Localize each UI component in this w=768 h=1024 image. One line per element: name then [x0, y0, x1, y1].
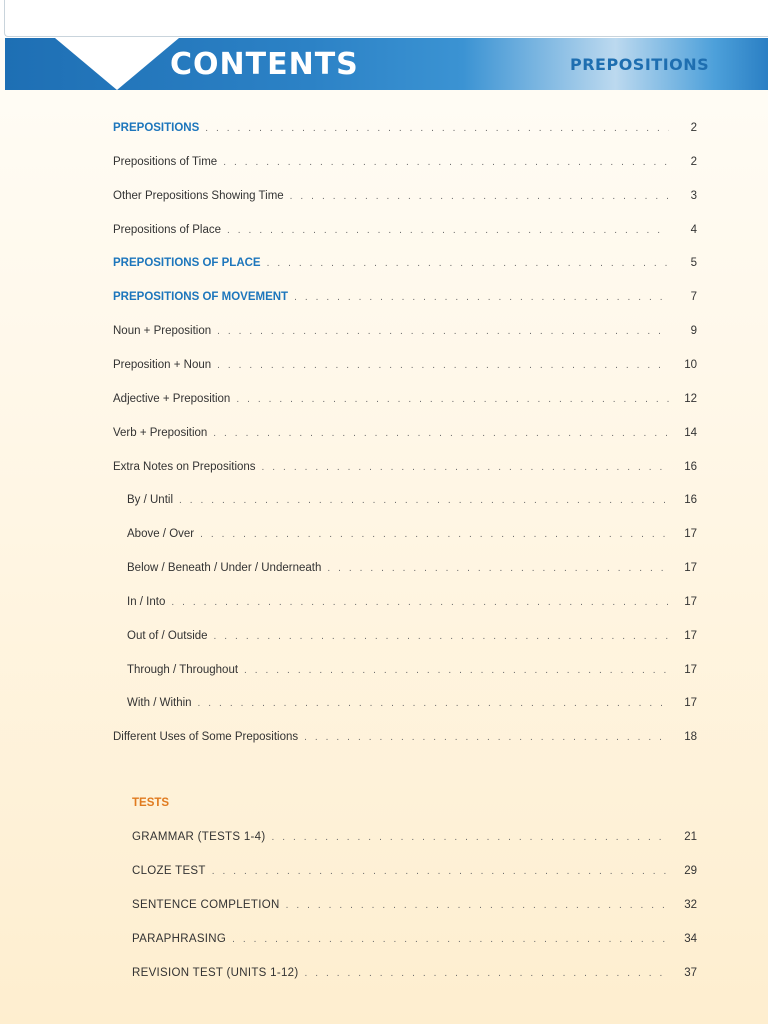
- dot-leader: [267, 254, 669, 274]
- toc-entry-label: Above / Over: [127, 528, 195, 541]
- toc-entry-label: By / Until: [127, 494, 174, 507]
- toc-entry-page: 29: [684, 864, 697, 877]
- toc-entry[interactable]: [113, 118, 697, 138]
- toc-entry[interactable]: [132, 827, 697, 847]
- dot-leader: [217, 322, 669, 342]
- toc-entry-page: 17: [684, 697, 697, 710]
- toc-entry-page: 17: [684, 629, 697, 642]
- dot-leader: [327, 559, 669, 579]
- dot-leader: [200, 525, 669, 545]
- toc-entry-page: 2: [690, 155, 697, 168]
- toc-entry[interactable]: [113, 457, 697, 477]
- toc-entry-page: 32: [684, 898, 697, 911]
- dot-leader: [272, 828, 670, 848]
- toc-entry-label: Prepositions of Place: [113, 223, 222, 236]
- dot-leader: [179, 491, 669, 511]
- toc-entry-page: 17: [684, 595, 697, 608]
- toc-entry[interactable]: [113, 287, 697, 307]
- dot-leader: [171, 593, 669, 613]
- dot-leader: [213, 424, 669, 444]
- dot-leader: [217, 356, 669, 376]
- tests-heading: TESTS: [132, 797, 170, 809]
- toc-entry[interactable]: [113, 152, 697, 172]
- toc-entry-label: Other Prepositions Showing Time: [113, 189, 284, 202]
- toc-entry[interactable]: [127, 626, 697, 646]
- dot-leader: [212, 862, 669, 882]
- toc-entry-page: 37: [684, 966, 697, 979]
- dot-leader: [227, 221, 669, 241]
- toc-entry[interactable]: [127, 693, 697, 713]
- toc-entry-page: 7: [690, 291, 697, 304]
- toc-entry-label: GRAMMAR (TESTS 1-4): [132, 831, 266, 843]
- toc-entry-page: 14: [684, 426, 697, 439]
- header-banner: [5, 38, 768, 90]
- toc-entry-label: Below / Beneath / Under / Underneath: [127, 562, 322, 575]
- page-edge: [4, 0, 768, 37]
- toc-entry-label: Through / Throughout: [127, 663, 239, 676]
- toc-entry[interactable]: [127, 524, 697, 544]
- toc-entry[interactable]: [113, 355, 697, 375]
- toc-entry-page: 12: [684, 392, 697, 405]
- toc-entry-page: 17: [684, 528, 697, 541]
- toc-entry-label: REVISION TEST (UNITS 1-12): [132, 966, 299, 979]
- toc-entry[interactable]: [113, 220, 697, 240]
- toc-entry[interactable]: [113, 253, 697, 273]
- toc-entry-page: 16: [684, 494, 697, 507]
- toc-entry[interactable]: [127, 660, 697, 680]
- toc-entry-page: 21: [684, 831, 697, 843]
- toc-entry-page: 10: [684, 358, 697, 371]
- dot-leader: [244, 661, 669, 681]
- toc-entry-page: 4: [690, 223, 697, 236]
- toc-entry[interactable]: [113, 727, 697, 747]
- dot-leader: [305, 964, 670, 984]
- toc-entry-label: Noun + Preposition: [113, 325, 212, 338]
- toc-entry-page: 17: [684, 663, 697, 676]
- toc-entry[interactable]: [127, 490, 697, 510]
- toc-entry[interactable]: [113, 423, 697, 443]
- toc-entry-label: With / Within: [127, 697, 192, 710]
- toc-entry[interactable]: [132, 895, 697, 915]
- toc-entry-label: PREPOSITIONS: [113, 122, 200, 134]
- toc-entry-label: Preposition + Noun: [113, 358, 212, 371]
- dot-leader: [290, 187, 669, 207]
- toc-entry-label: Adjective + Preposition: [113, 392, 231, 405]
- toc-entry-label: PREPOSITIONS OF MOVEMENT: [113, 291, 289, 304]
- dot-leader: [214, 627, 669, 647]
- dot-leader: [236, 390, 669, 410]
- dot-leader: [223, 153, 669, 173]
- subject-title: PREPOSITIONS: [570, 55, 710, 74]
- dot-leader: [286, 896, 669, 916]
- dot-leader: [262, 458, 669, 478]
- toc-entry-page: 18: [684, 731, 697, 744]
- toc-entry-label: Extra Notes on Prepositions: [113, 460, 256, 473]
- dot-leader: [232, 930, 669, 950]
- toc-entry-page: 3: [690, 189, 697, 202]
- toc-entry[interactable]: [127, 592, 697, 612]
- toc-entry[interactable]: [127, 558, 697, 578]
- toc-entry[interactable]: [113, 186, 697, 206]
- toc-entry-label: SENTENCE COMPLETION: [132, 898, 280, 911]
- toc-entry-label: Different Uses of Some Prepositions: [113, 731, 299, 744]
- dot-leader: [198, 694, 669, 714]
- toc-entry-label: Prepositions of Time: [113, 155, 218, 168]
- toc-entry[interactable]: [132, 929, 697, 949]
- dot-leader: [304, 728, 669, 748]
- dot-leader: [294, 288, 669, 308]
- toc-entry-page: 17: [684, 562, 697, 575]
- toc-entry-page: 5: [690, 257, 697, 270]
- toc-entry-page: 2: [690, 122, 697, 134]
- toc-entry-page: 9: [690, 325, 697, 338]
- toc-entry[interactable]: [132, 861, 697, 881]
- toc-entry[interactable]: [132, 963, 697, 983]
- toc-entry-label: In / Into: [127, 595, 166, 608]
- top-strip: [0, 0, 768, 38]
- toc-entry-label: PREPOSITIONS OF PLACE: [113, 257, 261, 270]
- toc-entry-page: 34: [684, 932, 697, 945]
- dot-leader: [205, 119, 669, 139]
- toc-entry-label: CLOZE TEST: [132, 864, 206, 877]
- toc-entry[interactable]: [113, 389, 697, 409]
- toc-entry-label: Verb + Preposition: [113, 426, 208, 439]
- toc-entry-label: PARAPHRASING: [132, 932, 227, 945]
- toc-entry[interactable]: [113, 321, 697, 341]
- toc-entry-label: Out of / Outside: [127, 629, 208, 642]
- page-title: CONTENTS: [170, 47, 359, 82]
- banner-notch: [55, 38, 179, 90]
- toc-entry-page: 16: [684, 460, 697, 473]
